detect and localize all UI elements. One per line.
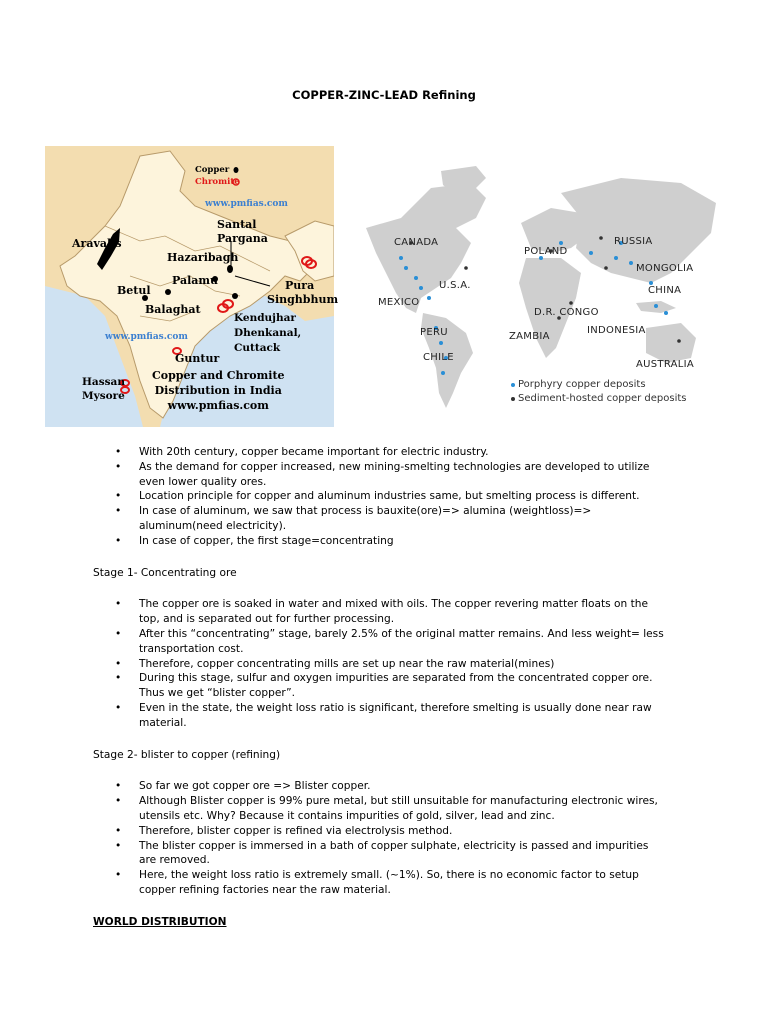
- world-copper-deposits-map: [361, 163, 725, 413]
- india-map-caption: [152, 368, 285, 413]
- map-watermark-mid: www.pmfias.com: [105, 332, 188, 342]
- list-item: • Therefore, blister copper is refined via electrolysis method.: [0, 824, 768, 839]
- legend-porphyry: Porphyry copper deposits: [518, 379, 646, 390]
- label-peru: PERU: [420, 327, 448, 338]
- label-pura: Pura: [285, 279, 315, 292]
- label-cuttack: Cuttack: [234, 342, 281, 354]
- stage1-list: [0, 597, 768, 730]
- label-china: CHINA: [648, 285, 682, 296]
- list-item: • The copper ore is soaked in water and mixed with oils. The copper revering matter floats on the top, and is separated out for further processing.: [0, 597, 768, 627]
- page-title: COPPER-ZINC-LEAD Refining: [292, 88, 476, 102]
- label-zambia: ZAMBIA: [509, 331, 550, 342]
- list-item: • With 20th century, copper became important for electric industry.: [0, 445, 768, 460]
- legend-chromite: Chromite: [195, 177, 240, 187]
- list-item: • Although Blister copper is 99% pure metal, but still unsuitable for manufacturing electronic wires, utensils etc. Why? Because it contains impurities of gold, silver, lead and zinc.: [0, 794, 768, 824]
- label-santal: Santal: [217, 218, 257, 231]
- label-singhbhum: Singhbhum: [267, 293, 339, 306]
- list-item: • In case of copper, the first stage=concentrating: [0, 534, 768, 549]
- label-kendujhar: Kendujhar: [234, 312, 296, 324]
- list-item: • Therefore, copper concentrating mills are set up near the raw material(mines): [0, 657, 768, 672]
- stage2-list: [0, 779, 768, 897]
- intro-list: [0, 445, 768, 549]
- legend-copper: Copper: [195, 165, 230, 175]
- list-item: • Location principle for copper and aluminum industries same, but smelting process is different.: [0, 489, 768, 504]
- label-australia: AUSTRALIA: [636, 359, 695, 370]
- label-betul: Betul: [117, 284, 151, 297]
- list-item: • Even in the state, the weight loss ratio is significant, therefore smelting is usually done near raw material.: [0, 701, 768, 731]
- list-item: • After this “concentrating” stage, barely 2.5% of the original matter remains. And less weight= less transportation cost.: [0, 627, 768, 657]
- label-balaghat: Balaghat: [145, 303, 201, 316]
- label-pargana: Pargana: [217, 232, 268, 245]
- label-mysore: Mysore: [82, 390, 125, 402]
- label-russia: RUSSIA: [614, 236, 653, 247]
- legend-sediment: Sediment-hosted copper deposits: [518, 393, 687, 404]
- label-usa: U.S.A.: [439, 280, 471, 291]
- world-distribution-heading: WORLD DISTRIBUTION: [93, 915, 227, 928]
- list-item: • Here, the weight loss ratio is extremely small. (~1%). So, there is no economic factor to setup copper refining factories near the raw material.: [0, 868, 768, 898]
- caption-line-3: www.pmfias.com: [167, 399, 269, 412]
- stage1-heading: Stage 1- Concentrating ore: [93, 566, 237, 579]
- list-item: • The blister copper is immersed in a bath of copper sulphate, electricity is passed and impurities are removed.: [0, 839, 768, 869]
- stage2-heading: Stage 2- blister to copper (refining): [93, 748, 281, 761]
- label-canada: CANADA: [394, 237, 439, 248]
- document-body: [0, 445, 768, 930]
- label-mongolia: MONGOLIA: [636, 263, 694, 274]
- label-chile: CHILE: [423, 352, 454, 363]
- list-item: • During this stage, sulfur and oxygen impurities are separated from the concentrated copper ore. Thus we get “blister copper”.: [0, 671, 768, 701]
- caption-line-1: Copper and Chromite: [152, 369, 285, 382]
- list-item: • As the demand for copper increased, new mining-smelting technologies are developed to utilize even lower quality ores.: [0, 460, 768, 490]
- list-item: • In case of aluminum, we saw that process is bauxite(ore)=> alumina (weightloss)=> aluminum(need electricity).: [0, 504, 768, 534]
- label-palamu: Palamu: [172, 274, 219, 287]
- label-indonesia: INDONESIA: [587, 325, 646, 336]
- map-watermark-top: www.pmfias.com: [205, 199, 288, 209]
- label-mexico: MEXICO: [378, 297, 420, 308]
- list-item: • So far we got copper ore => Blister copper.: [0, 779, 768, 794]
- label-guntur: Guntur: [175, 352, 220, 365]
- label-poland: POLAND: [524, 246, 568, 257]
- label-drcongo: D.R. CONGO: [534, 307, 599, 318]
- label-aravalis: Aravalis: [72, 237, 122, 250]
- label-hazaribagh: Hazaribagh: [167, 251, 239, 264]
- caption-line-2: Distribution in India: [154, 384, 282, 397]
- label-hassan: Hassan: [82, 376, 125, 388]
- label-dhenkanal: Dhenkanal,: [234, 327, 302, 339]
